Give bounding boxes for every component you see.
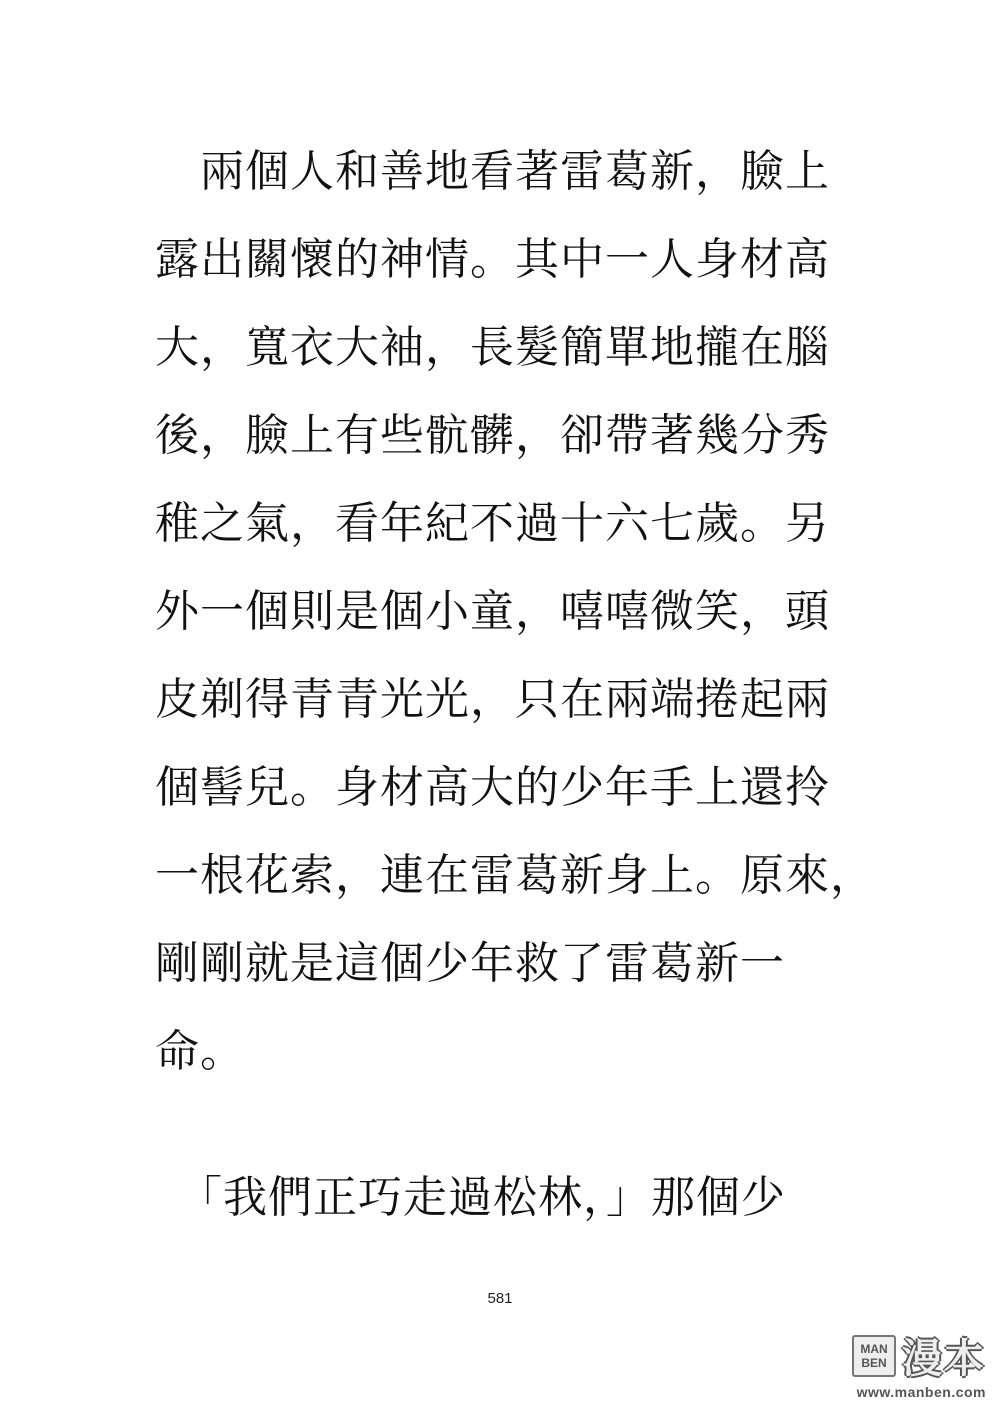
text-line: 個髻兒。身材高大的少年手上還拎	[155, 762, 830, 813]
text-line: 稚之氣，看年紀不過十六七歲。另	[155, 498, 830, 549]
text-line: 命。	[155, 1026, 245, 1077]
text-line: 兩個人和善地看著雷葛新，臉上	[155, 146, 830, 197]
text-line: 外一個則是個小童，嘻嘻微笑，頭	[155, 586, 830, 637]
page-number: 581	[487, 1290, 513, 1307]
watermark-logo-bottom: BEN	[861, 1355, 887, 1370]
text-line: 「我們正巧走過松林，」那個少	[155, 1172, 786, 1223]
text-line: 大，寬衣大袖，長髮簡單地攏在腦	[155, 322, 830, 373]
site-watermark	[852, 1327, 986, 1400]
watermark-logo	[852, 1335, 896, 1377]
text-line: 剛剛就是這個少年救了雷葛新一	[155, 938, 785, 989]
text-line: 露出關懷的神情。其中一人身材高	[155, 234, 830, 285]
text-line: 一根花索，連在雷葛新身上。原來，	[155, 850, 875, 901]
text-line: 皮剃得青青光光，只在兩端捲起兩	[155, 674, 830, 725]
watermark-url: www.manben.com	[856, 1384, 986, 1400]
text-line: 後，臉上有些骯髒，卻帶著幾分秀	[155, 410, 830, 461]
watermark-brand: 漫本	[902, 1336, 986, 1382]
watermark-logo-top: MAN	[860, 1341, 888, 1356]
